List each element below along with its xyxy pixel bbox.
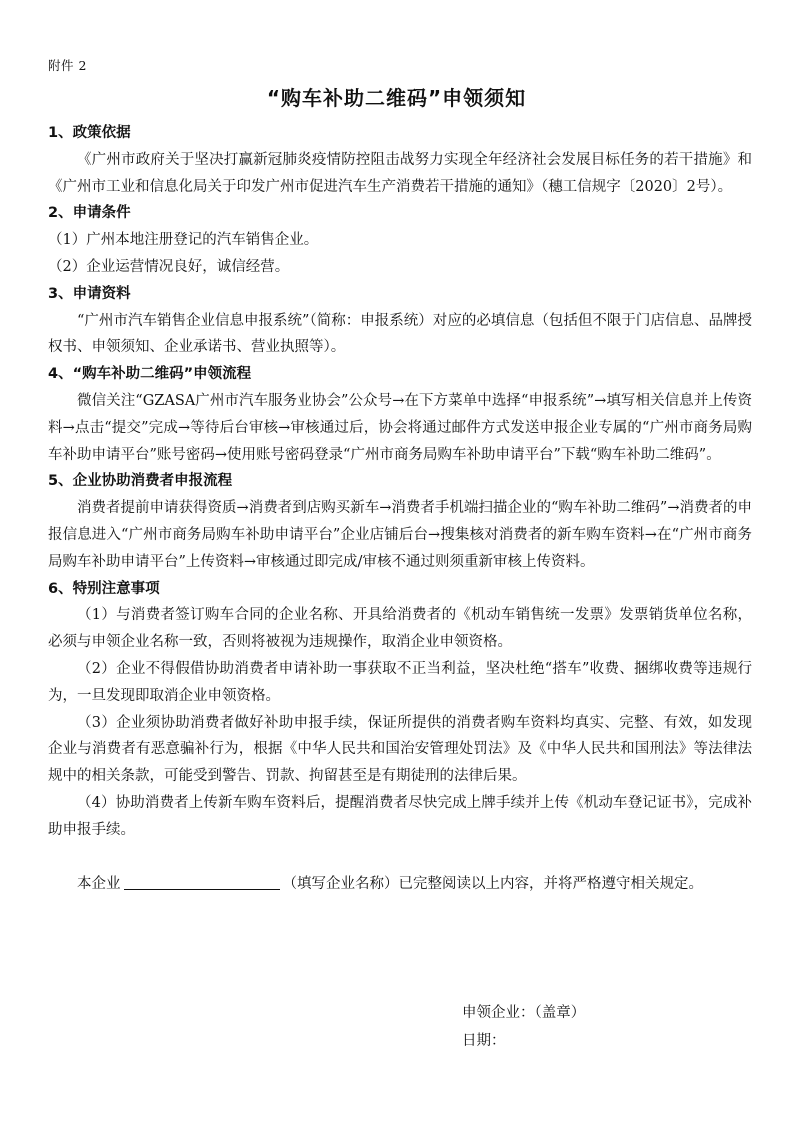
company-seal-label: 申领企业：（盖章） bbox=[462, 1005, 586, 1021]
note-item: （3）企业须协助消费者做好补助申报手续，保证所提供的消费者购车资料均真实、完整、有效，如发现企业与消费者有恶意骗补行为，根据《中华人民共和国治安管理处罚法》及《中华人民共和国刑法》等法律法规中的相关条款，可能受到警告、罚款、拘留甚至是有期徒刑的法律后果。 bbox=[48, 714, 752, 785]
note-item: （4）协助消费者上传新车购车资料后，提醒消费者尽快完成上牌手续并上传《机动车登记证书》，完成补助申报手续。 bbox=[48, 794, 752, 838]
section-heading-materials: 3、申请资料 bbox=[48, 285, 131, 302]
note-item: （2）企业不得假借协助消费者申请补助一事获取不正当利益，坚决杜绝“搭车”收费、捆绑收费等违规行为，一旦发现即取消企业申领资格。 bbox=[48, 660, 752, 704]
signature-block bbox=[462, 999, 585, 1055]
section-text-policy: 《广州市政府关于坚决打赢新冠肺炎疫情防控阻击战努力实现全年经济社会发展目标任务的若干措施》和《广州市工业和信息化局关于印发广州市促进汽车生产消费若干措施的通知》（穗工信规字〔2020〕2号）。 bbox=[48, 151, 752, 195]
note-item: （1）与消费者签订购车合同的企业名称、开具给消费者的《机动车销售统一发票》发票销货单位名称，必须与申领企业名称一致，否则将被视为违规操作，取消企业申领资格。 bbox=[48, 607, 752, 651]
section-heading-notes: 6、特别注意事项 bbox=[48, 580, 160, 597]
section-heading-assist: 5、企业协助消费者申报流程 bbox=[48, 473, 233, 490]
date-label: 日期： bbox=[462, 1033, 506, 1049]
company-name-blank[interactable] bbox=[124, 873, 280, 890]
section-heading-conditions: 2、申请条件 bbox=[48, 205, 131, 222]
condition-item: （1）广州本地注册登记的汽车销售企业。 bbox=[48, 232, 319, 249]
document-body bbox=[48, 120, 752, 897]
declaration-prefix: 本企业 bbox=[77, 875, 121, 892]
section-heading-process: 4、“购车补助二维码”申领流程 bbox=[48, 366, 252, 383]
condition-item: （2）企业运营情况良好，诚信经营。 bbox=[48, 258, 290, 275]
section-text-assist: 消费者提前申请获得资质→消费者到店购买新车→消费者手机端扫描企业的“购车补助二维码”→消费者的申报信息进入“广州市商务局购车补助申请平台”企业店铺后台→搜集核对消费者的新车购车资料→在“广州市商务局购车补助申请平台”上传资料→审核通过即完成/审核不通过则须重新审核上传资料。 bbox=[48, 500, 752, 570]
page-title: “购车补助二维码”申领须知 bbox=[266, 86, 527, 110]
section-text-materials: “广州市汽车销售企业信息申报系统”（简称：申报系统）对应的必填信息（包括但不限于门店信息、品牌授权书、申领须知、企业承诺书、营业执照等）。 bbox=[48, 312, 752, 356]
section-text-process: 微信关注“GZASA广州市汽车服务业协会”公众号→在下方菜单中选择“申报系统”→填写相关信息并上传资料→点击“提交”完成→等待后台审核→审核通过后，协会将通过邮件方式发送申报企业专属的“广州市商务局购车补助申请平台”账号密码→使用账号密码登录“广州市商务局购车补助申请平台”下载“购车补助二维码”。 bbox=[48, 392, 752, 463]
annex-label: 附件 2 bbox=[48, 58, 87, 73]
declaration-suffix: （填写企业名称）已完整阅读以上内容，并将严格遵守相关规定。 bbox=[282, 875, 703, 892]
section-heading-policy: 1、政策依据 bbox=[48, 125, 131, 141]
declaration-line bbox=[48, 871, 752, 898]
